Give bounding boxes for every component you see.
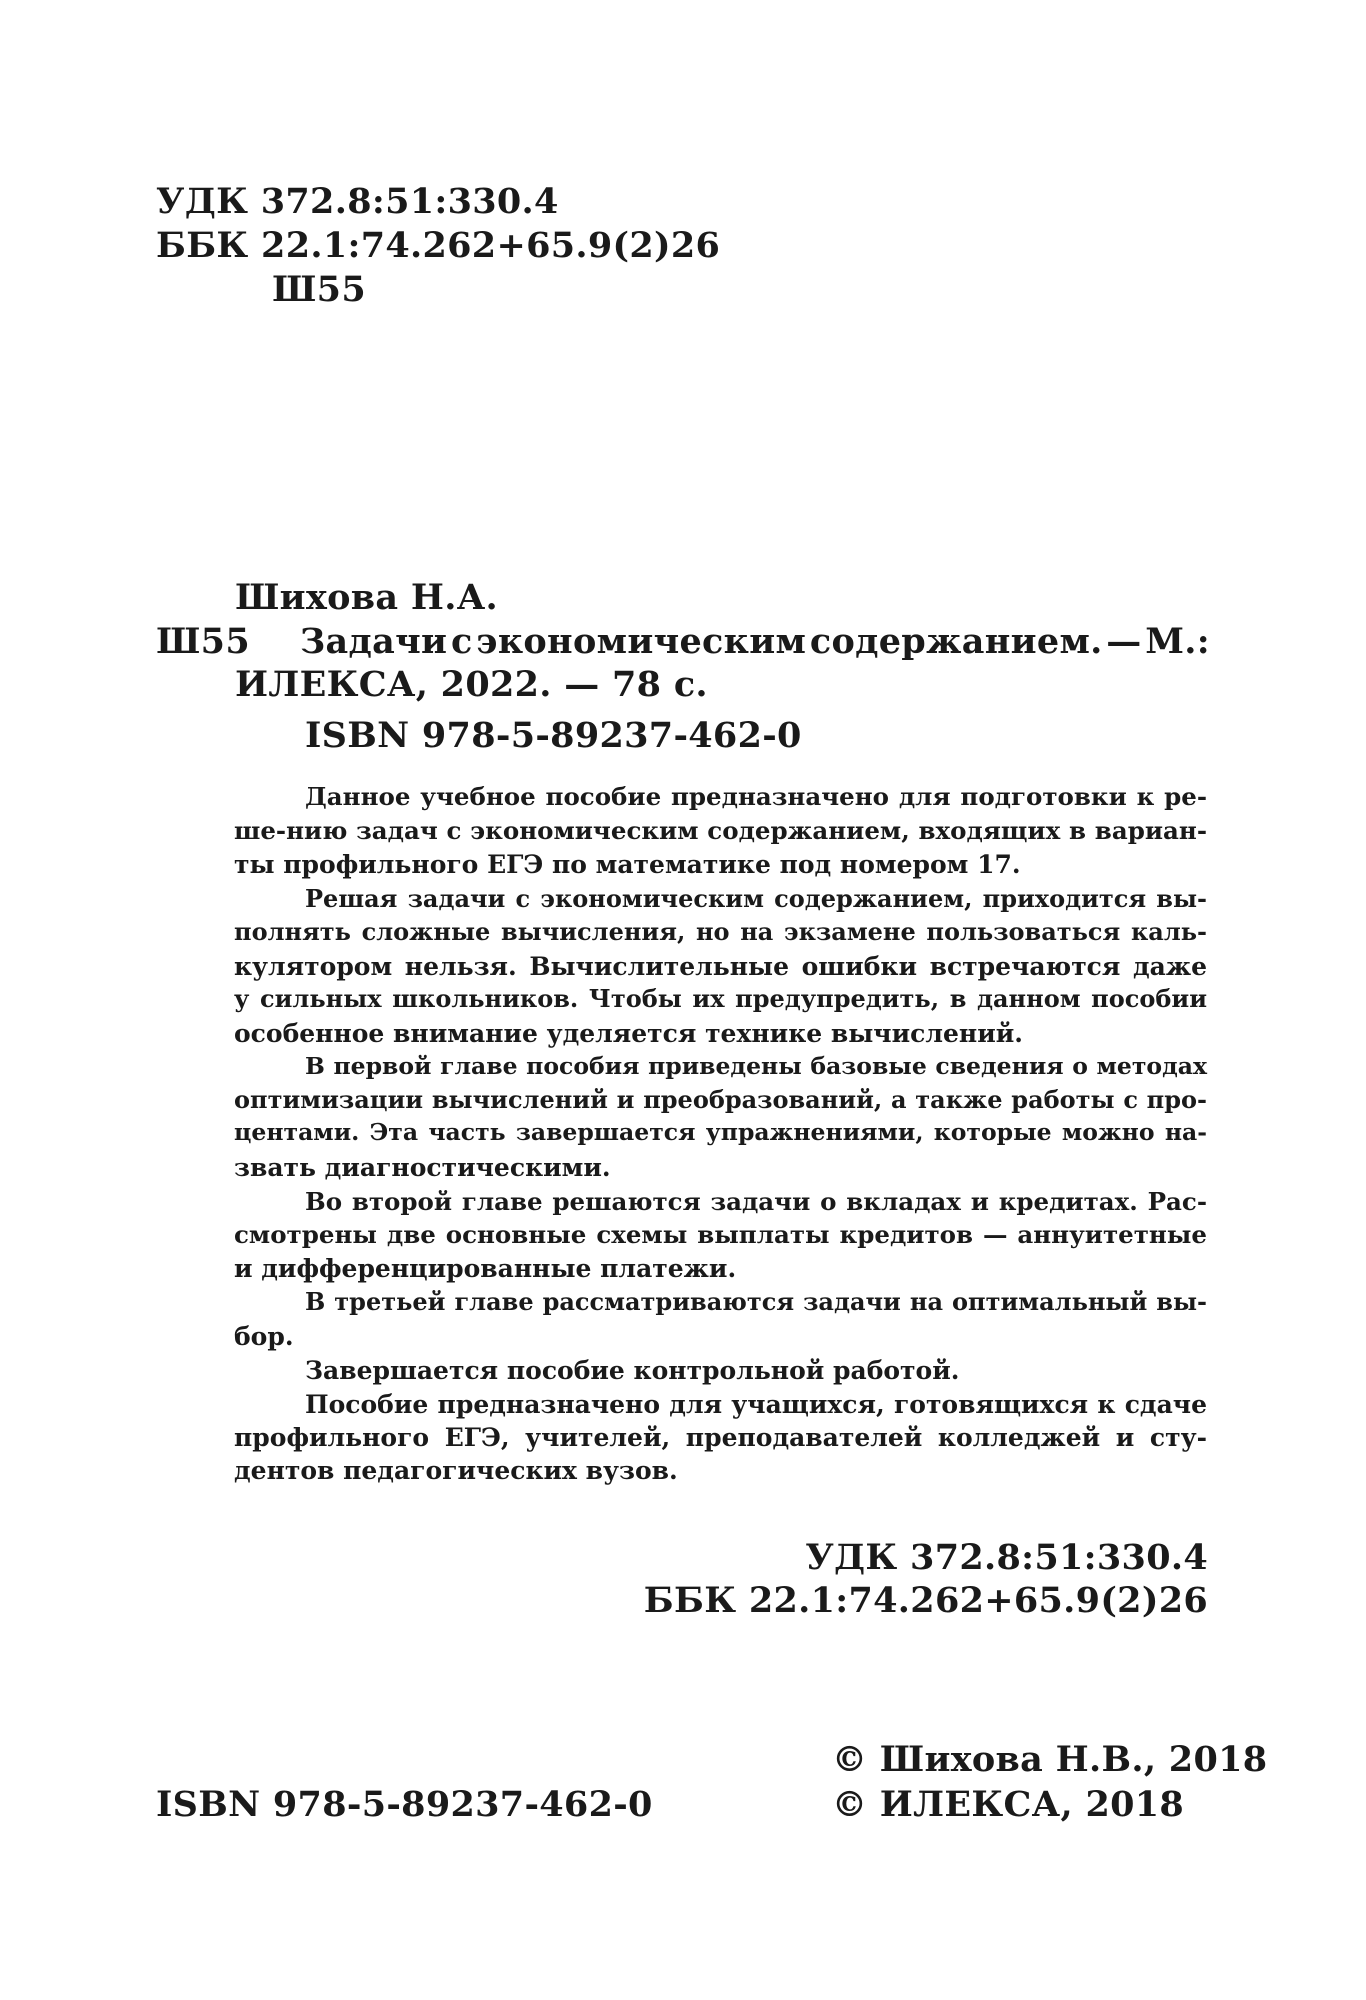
abstract-line: и дифференцированные платежи. — [234, 1254, 737, 1283]
classification-udk: УДК 372.8:51:330.4 — [805, 1537, 1208, 1578]
abstract-line: ше-нию задач с экономическим содержанием, входящих в вариан- — [234, 816, 1207, 845]
abstract-line: кулятором нельзя. Вычислительные ошибки встречаются даже — [234, 952, 1207, 981]
abstract-line: центами. Эта часть завершается упражнениями, которые можно на- — [234, 1118, 1207, 1146]
abstract-line: у сильных школьников. Чтобы их предупредить, в данном пособии — [234, 984, 1207, 1013]
card-title-word: содержанием. — [809, 621, 1103, 662]
card-author: Шихова Н.А. — [235, 577, 498, 618]
card-publisher: ИЛЕКСА, 2022. — 78 с. — [235, 664, 708, 705]
card-title-word: экономическим — [476, 621, 807, 662]
card-title-word: М.: — [1145, 621, 1210, 662]
abstract-line: бор. — [234, 1322, 294, 1351]
copyright-author: © Шихова Н.В., 2018 — [832, 1739, 1268, 1780]
card-title-line — [300, 621, 1210, 662]
abstract-line: дентов педагогических вузов. — [234, 1456, 678, 1485]
card-title-word: Задачи — [300, 621, 448, 662]
copyright-publisher: © ИЛЕКСА, 2018 — [832, 1784, 1185, 1825]
card-title-word: — — [1106, 621, 1142, 662]
abstract-line: звать диагностическими. — [234, 1153, 611, 1182]
abstract-line: оптимизации вычислений и преобразований, а также работы с про- — [234, 1085, 1207, 1114]
header-code: Ш55 — [272, 269, 366, 310]
abstract-line: особенное внимание уделяется технике вычислений. — [234, 1019, 1023, 1048]
footer-isbn: ISBN 978-5-89237-462-0 — [156, 1784, 653, 1825]
card-title-word: с — [450, 621, 473, 662]
header-bbk: ББК 22.1:74.262+65.9(2)26 — [156, 225, 721, 266]
abstract-line: ты профильного ЕГЭ по математике под номером 17. — [234, 850, 1021, 879]
abstract-line: полнять сложные вычисления, но на экзамене пользоваться каль- — [234, 917, 1207, 946]
abstract-line: Во второй главе решаются задачи о вкладах и кредитах. Рас- — [305, 1187, 1207, 1216]
abstract-line: Решая задачи с экономическим содержанием, приходится вы- — [305, 884, 1207, 913]
card-code: Ш55 — [156, 621, 250, 662]
abstract-line: смотрены две основные схемы выплаты кредитов — аннуитетные — [234, 1220, 1207, 1249]
abstract-line: профильного ЕГЭ, учителей, преподавателей колледжей и сту- — [234, 1423, 1207, 1452]
card-isbn: ISBN 978-5-89237-462-0 — [305, 715, 802, 756]
abstract-line: Завершается пособие контрольной работой. — [305, 1356, 960, 1385]
abstract-line: Данное учебное пособие предназначено для подготовки к ре- — [305, 782, 1207, 811]
classification-bbk: ББК 22.1:74.262+65.9(2)26 — [643, 1580, 1208, 1621]
abstract-line: В первой главе пособия приведены базовые сведения о методах — [305, 1052, 1207, 1080]
abstract-line: Пособие предназначено для учащихся, готовящихся к сдаче — [305, 1390, 1207, 1419]
abstract-line: В третьей главе рассматриваются задачи на оптимальный вы- — [305, 1287, 1207, 1316]
header-udk: УДК 372.8:51:330.4 — [156, 181, 559, 222]
